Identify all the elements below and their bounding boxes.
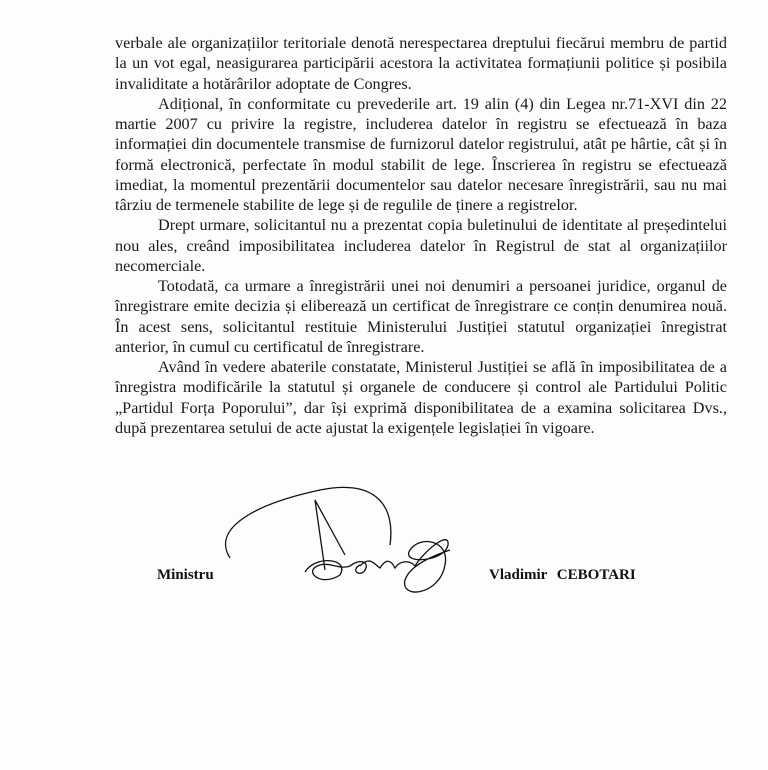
paragraph-missing-id: Drept urmare, solicitantul nu a prezentat copia buletinului de identitate al președintelui nou ales, creând imposibilitatea includerea datelor în Registrul de stat al organizațiilor necomerciale. <box>115 216 727 275</box>
letter-body <box>115 33 727 438</box>
paragraph-new-name: Totodată, ca urmare a înregistrării unei noi denumiri a persoanei juridice, organul de înregistrare emite decizia și eliberează un certificat de înregistrare ce conțin denumirea nouă. În acest sens, solicitantul restituie Ministerului Justiției statutul organizației înregistrat anterior, în cumul cu certificatul de înregistrare. <box>115 277 727 356</box>
signatory-name: Vladimir CEBOTARI <box>489 567 636 583</box>
paragraph-registry-law: Adițional, în conformitate cu prevederile art. 19 alin (4) din Legea nr.71-XVI din 22 martie 2007 cu privire la registre, includerea datelor în registru se efectuează în baza informației din documentele transmise de furnizorul datelor registrului, atât pe hârtie, cât și în formă electronică, perfectate în modul stabilit de lege. Înscrierea în registru se efectuează imediat, la momentul prezentării documentelor sau datelor necesare înregistrării, sau nu mai târziu de termenele stabilite de lege și de regulile de ținere a registrelor. <box>115 94 727 214</box>
paragraph-protocol-issues: verbale ale organizațiilor teritoriale denotă nerespectarea dreptului fiecărui membru de partid la un vot egal, neasigurarea participării acestora la activitatea formațiunii politice și posibila invaliditate a hotărârilor adoptate de Congres. <box>115 34 727 93</box>
handwritten-signature-icon <box>220 470 480 600</box>
paragraph-conclusion: Având în vedere abaterile constatate, Ministerul Justiției se află în imposibilitatea de a înregistra modificările la statutul și organele de conducere și control ale Partidului Politic „Partidul Forța Poporului”, dar își exprimă disponibilitatea de a examina solicitarea Dvs., după prezentarea setului de acte ajustat la exigențele legislației în vigoare. <box>115 358 727 437</box>
signatory-title: Ministru <box>157 567 214 583</box>
signature-block <box>0 470 768 600</box>
